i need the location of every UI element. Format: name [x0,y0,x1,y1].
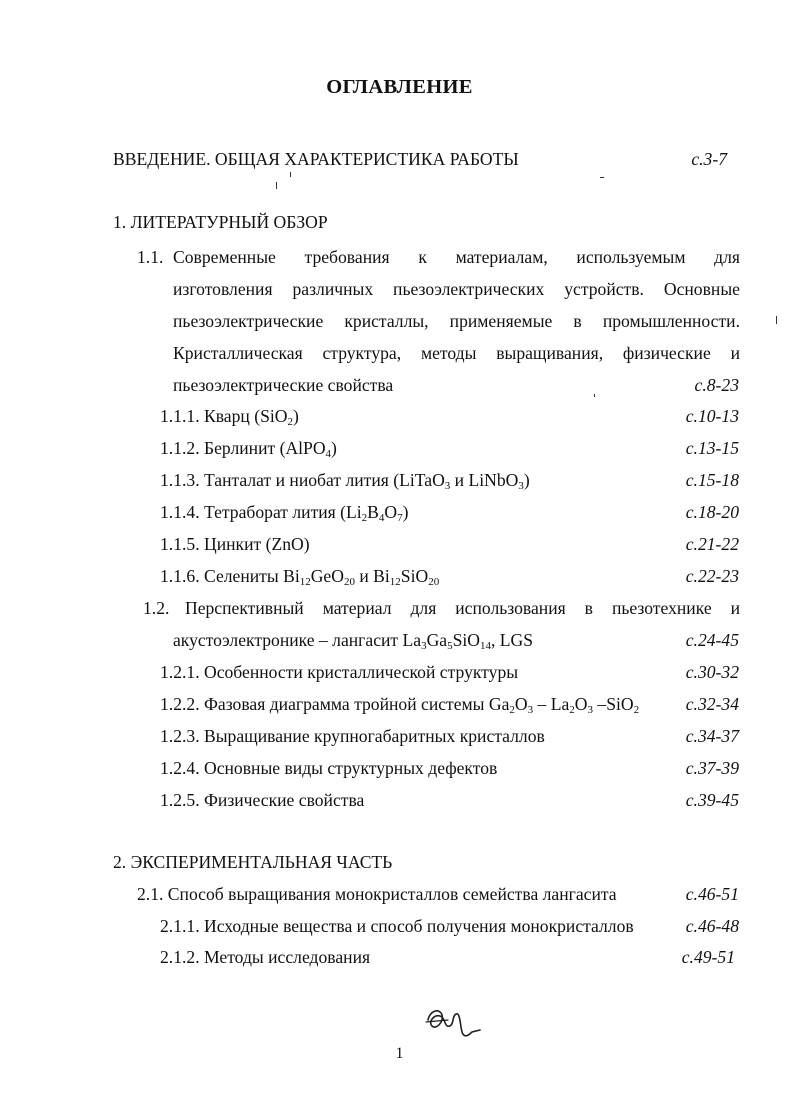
toc-section-1-1-line-4[interactable]: Кристаллическая структура, методы выращивания, физические и [173,343,740,363]
toc-section-1-2-number: 1.2. [143,598,170,618]
toc-item-1-1-1[interactable]: 1.1.1. Кварц (SiO$_2$) [160,406,299,428]
toc-item-1-1-5[interactable]: 1.1.5. Цинкит (ZnO) [160,534,310,554]
toc-item-1-1-3-page: с.15-18 [685,470,739,490]
toc-item-1-1-2[interactable]: 1.1.2. Берлинит (AlPO$_4$) [160,438,337,460]
toc-item-1-2-4[interactable]: 1.2.4. Основные виды структурных дефектов [160,758,498,778]
toc-section-1-2-line-1[interactable]: Перспективный материал для использования в пьезотехнике и [185,598,740,618]
signature-mark [424,1006,486,1040]
scan-speck [776,316,777,324]
toc-item-1-2-5[interactable]: 1.2.5. Физические свойства [160,790,365,810]
page-title: ОГЛАВЛЕНИЕ [326,76,473,98]
toc-section-1-1-line-3[interactable]: пьезоэлектрические кристаллы, применяемые в промышленности. [173,311,740,331]
toc-item-2-1-1[interactable]: 2.1.1. Исходные вещества и способ получения монокристаллов [160,916,634,936]
toc-item-1-1-1-page: с.10-13 [685,406,739,426]
toc-item-2-1-1-page: с.46-48 [685,916,739,936]
toc-chapter-1[interactable]: 1. ЛИТЕРАТУРНЫЙ ОБЗОР [113,212,328,232]
scan-speck [290,172,291,177]
page-number: 1 [395,1045,404,1062]
toc-item-1-1-5-page: с.21-22 [685,534,739,554]
toc-item-2-1-2-page: с.49-51 [681,947,735,967]
scan-speck [594,394,595,397]
toc-chapter-2[interactable]: 2. ЭКСПЕРИМЕНТАЛЬНАЯ ЧАСТЬ [113,852,393,872]
toc-item-1-1-3[interactable]: 1.1.3. Танталат и ниобат лития (LiTaO$_3$ и LiNbO$_3$) [160,470,530,492]
toc-section-1-2-page: с.24-45 [685,630,739,650]
toc-item-1-1-6[interactable]: 1.1.6. Селениты $Bi_{12}GeO_{20}$ и $Bi_{12}SiO_{20}$ [160,566,440,588]
toc-item-2-1-2[interactable]: 2.1.2. Методы исследования [160,947,371,967]
toc-section-1-1-page: с.8-23 [694,375,739,395]
toc-section-1-1-number: 1.1. [137,247,164,267]
toc-item-1-2-2-page: с.32-34 [685,694,739,714]
toc-intro-page: с.3-7 [691,149,727,169]
toc-item-1-2-3-page: с.34-37 [685,726,739,746]
toc-item-1-2-3[interactable]: 1.2.3. Выращивание крупногабаритных кристаллов [160,726,545,746]
toc-section-2-1[interactable]: 2.1. Способ выращивания монокристаллов семейства лангасита [137,884,617,904]
toc-section-2-1-page: с.46-51 [685,884,739,904]
toc-section-1-1-line-5[interactable]: пьезоэлектрические свойства [173,375,394,395]
toc-section-1-1-line-1[interactable]: Современные требования к материалам, используемым для [173,247,740,267]
toc-item-1-1-2-page: с.13-15 [685,438,739,458]
toc-item-1-2-4-page: с.37-39 [685,758,739,778]
toc-item-1-1-6-page: с.22-23 [685,566,739,586]
toc-section-1-2-line-2[interactable]: акустоэлектронике – лангасит $La_3Ga_5SiO_{14}$, LGS [173,630,534,652]
toc-intro[interactable] [113,148,519,170]
toc-item-1-2-2[interactable]: 1.2.2. Фазовая диаграмма тройной системы $Ga_2O_3 - La_2O_3$ –SiO$_2$ [160,694,640,716]
scan-speck [600,177,604,178]
scan-speck [276,182,277,189]
toc-section-1-1-line-2[interactable]: изготовления различных пьезоэлектрических устройств. Основные [173,279,740,299]
toc-item-1-2-1[interactable]: 1.2.1. Особенности кристаллической структуры [160,662,519,682]
toc-item-1-2-1-page: с.30-32 [685,662,739,682]
toc-intro-label: ВВЕДЕНИЕ. ОБЩАЯ ХАРАКТЕРИСТИКА РАБОТЫ [113,149,519,169]
toc-item-1-2-5-page: с.39-45 [685,790,739,810]
toc-item-1-1-4-page: с.18-20 [685,502,739,522]
toc-item-1-1-4[interactable]: 1.1.4. Тетраборат лития $(Li_2B_4O_7)$ [160,502,409,524]
